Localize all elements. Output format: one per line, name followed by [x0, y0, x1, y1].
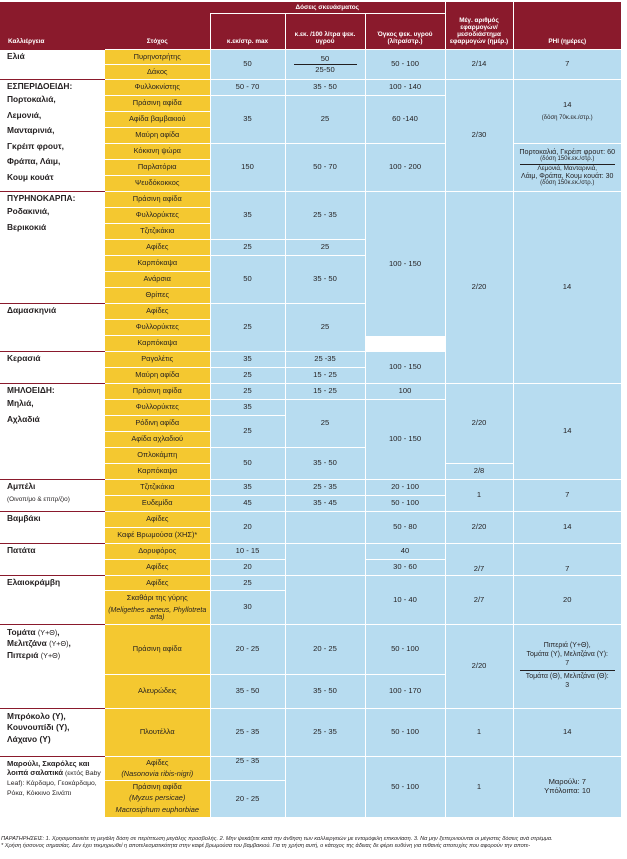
value-text: Μαρούλι: 7: [548, 777, 586, 787]
target-cell: Παρλατόρια: [105, 160, 210, 176]
value-text: 7: [565, 659, 570, 667]
header-target: Στόχος: [105, 2, 210, 50]
value-text: 50: [320, 53, 330, 63]
value-cell: 20: [210, 512, 285, 544]
value-cell: 10 - 15: [210, 544, 285, 560]
value-cell: 2/20: [445, 512, 513, 544]
value-text: Λάιμ, Φράπα, Κουμ κουάτ: 30: [521, 172, 614, 180]
value-cell: 50: [210, 256, 285, 304]
value-cell: 50 - 100: [365, 50, 445, 80]
value-cell: 100 - 170: [365, 675, 445, 709]
target-cell: Ψευδόκοκκος: [105, 176, 210, 192]
value-cell: 25 - 35: [285, 192, 365, 240]
value-note: (δόση 70κ.εκ./στρ.): [541, 115, 593, 122]
header-crop: Καλλιέργεια: [0, 2, 105, 50]
value-cell: 20 - 25: [285, 625, 365, 675]
crop-name: Βερικοκιά: [7, 221, 47, 232]
value-text: Τομάτα (Θ), Μελιτζάνα (Θ):: [525, 673, 609, 681]
target-cell: Αφίδες: [105, 304, 210, 320]
value-cell: 30: [210, 591, 285, 625]
target-cell: Ραγολέτις: [105, 352, 210, 368]
value-note: (δόση 150κ.εκ./στρ.): [540, 180, 595, 187]
target-cell: Φυλλοκνίστης: [105, 80, 210, 96]
target-cell: (Myzus persicae): [105, 793, 210, 805]
value-cell: 25 - 35: [285, 480, 365, 496]
value-cell: 2/7: [445, 544, 513, 576]
target-cell: Αφίδες: [105, 576, 210, 591]
target-cell: Σκαθάρι της γύρης: [105, 591, 210, 605]
value-cell: 20: [513, 576, 621, 625]
value-cell: 35 - 50: [285, 448, 365, 480]
target-cell: Πράσινη αφίδα: [105, 384, 210, 400]
target-cell: (Meligethes aeneus, Phyllotreta arta): [105, 605, 210, 625]
target-cell: (Nasonovia ribis-nigri): [105, 769, 210, 781]
value-cell: 2/20: [445, 192, 513, 384]
crop-citrus: [0, 80, 105, 192]
target-cell: Δορυφόρος: [105, 544, 210, 560]
target-cell: Καρπόκαψα: [105, 336, 210, 352]
target-cell: Οπλοκάμπη: [105, 448, 210, 464]
value-cell: 20: [210, 560, 285, 576]
value-cell: 25 -35: [285, 352, 365, 368]
value-cell: 15 - 25: [285, 384, 365, 400]
crop-name: Γκρέιπ φρουτ,: [7, 140, 64, 151]
crop-group-title: ΠΥΡΗΝΟΚΑΡΠΑ:: [7, 193, 76, 203]
target-cell: Macrosiphum euphorbiae: [105, 805, 210, 817]
crop-name: Αχλαδιά: [7, 413, 40, 424]
value-cell: [285, 544, 365, 576]
value-cell: 25: [210, 384, 285, 400]
value-cell: 20 - 25: [210, 781, 285, 817]
target-cell: Αφίδες: [105, 512, 210, 528]
phi-cell: [513, 757, 621, 817]
crop-pome-fruit: [0, 384, 105, 480]
target-cell: Αφίδα βαμβακιού: [105, 112, 210, 128]
value-cell: 2/7: [445, 576, 513, 625]
header-dose-per-100l: κ.εκ. /100 λίτρα ψεκ. υγρού: [285, 14, 365, 50]
crop-name: Πορτοκαλιά,: [7, 94, 56, 105]
value-cell: [285, 50, 365, 80]
value-cell: 25: [285, 304, 365, 352]
value-cell: 10 - 40: [365, 576, 445, 625]
value-cell: 20 - 25: [210, 625, 285, 675]
target-cell: Καρπόκαψα: [105, 256, 210, 272]
value-cell: 25 - 35: [210, 709, 285, 757]
value-cell: 25: [210, 576, 285, 591]
crop-cotton: Βαμβάκι: [0, 512, 105, 544]
value-cell: 50 - 80: [365, 512, 445, 544]
value-cell: 50 - 100: [365, 496, 445, 512]
crop-note: (Οινοπ/μο & επιτρ/ζιο): [7, 496, 70, 504]
value-cell: 35 - 50: [210, 675, 285, 709]
target-cell: Μαύρη αφίδα: [105, 128, 210, 144]
value-cell: 35 - 50: [285, 256, 365, 304]
value-cell: 30 - 60: [365, 560, 445, 576]
target-cell: Δάκος: [105, 65, 210, 80]
value-cell: 50 - 100: [365, 709, 445, 757]
target-cell: Αφίδες: [105, 757, 210, 769]
target-cell: Θρίπες: [105, 288, 210, 304]
crop-name: Πιπεριά (Υ+Θ): [7, 649, 61, 660]
value-text: Λεμονιά, Μανταρινιά,: [537, 165, 598, 173]
header-phi: PHI (ημέρες): [513, 2, 621, 50]
value-cell: 100 - 140: [365, 80, 445, 96]
value-cell: 50 - 70: [285, 144, 365, 192]
value-cell: 40: [365, 544, 445, 560]
value-cell: 25 - 35: [210, 757, 285, 781]
crop-name: Μηλιά,: [7, 398, 34, 409]
target-cell: Πράσινη αφίδα: [105, 625, 210, 675]
footnote-minor-use: * Χρήση ήσσονος σημασίας. Δεν έχει τεκμηριωθεί η αποτελεσματικότητα στην καφέ βρωμούσα του βαμβακιού. Για τη χρήση αυτή, ο κάτοχος της άδειας δε φέρει ευθύνη για πιθανές αποτυχίες που αφορούν την αποτε-: [1, 843, 531, 850]
crop-name: Λάχανο (Υ): [7, 733, 51, 744]
target-cell: Φυλλορύκτες: [105, 400, 210, 416]
target-cell: Καφέ Βρωμούσα (ΧΗΣ)*: [105, 528, 210, 544]
crop-name: Μελιτζάνα (Υ+Θ),: [7, 638, 71, 649]
value-cell: 35 - 50: [285, 675, 365, 709]
crop-name: Μπρόκολο (Υ),: [7, 711, 66, 721]
phi-cell: [513, 625, 621, 709]
header-applications: Μέγ. αριθμός εφαρμογών/ μεσοδιάστημα εφαρμογών (ημέρ.): [445, 2, 513, 50]
value-cell: 25: [285, 96, 365, 144]
value-cell: 14: [513, 384, 621, 480]
target-cell: Ευδεμίδα: [105, 496, 210, 512]
crop-name: Κουνουπίδι (Υ),: [7, 722, 70, 733]
value-cell: 2/14: [445, 50, 513, 80]
value-cell: 14: [513, 192, 621, 384]
value-text: Τομάτα (Υ), Μελιτζάνα (Υ):: [526, 650, 608, 658]
value-cell: 7: [513, 50, 621, 80]
crop-group-title: ΕΣΠΕΡΙΔΟΕΙΔΗ:: [7, 81, 73, 91]
value-cell: 7: [513, 480, 621, 512]
phi-cell: [513, 144, 621, 192]
dosage-table: [0, 2, 621, 817]
header-doses: Δόσεις σκευάσματος: [210, 2, 445, 14]
crop-cherry: Κερασιά: [0, 352, 105, 384]
value-cell: 100 - 200: [365, 144, 445, 192]
crop-lettuce: [0, 757, 105, 817]
value-cell: 35 - 45: [285, 496, 365, 512]
crop-olive: Ελιά: [0, 50, 105, 80]
crop-oilseed-rape: Ελαιοκράμβη: [0, 576, 105, 625]
value-text: 25-50: [294, 64, 357, 74]
crop-plum: Δαμασκηνιά: [0, 304, 105, 352]
value-cell: 20 - 100: [365, 480, 445, 496]
value-cell: 14: [513, 709, 621, 757]
value-cell: 50 - 100: [365, 625, 445, 675]
value-cell: 7: [513, 544, 621, 576]
footnote-remarks: ΠΑΡΑΤΗΡΗΣΕΙΣ: 1. Χρησιμοποιείτε τη μεγάλη δόση σε περίπτωση μεγάλης προσβολής. 2. Μην ψεκάζετε κατά την άνθηση των καλλιεργειών με εντομόφιλη επικονίαση. 3. Να μην ξεπερνιούνται οι μέγιστες δόσεις ανά στρέμμα.: [1, 836, 553, 842]
target-cell: Πράσινη αφίδα: [105, 96, 210, 112]
value-cell: 2/20: [445, 625, 513, 709]
value-cell: 50 - 100: [365, 757, 445, 817]
target-cell: Αλευρώδεις: [105, 675, 210, 709]
target-cell: Ανάρσια: [105, 272, 210, 288]
target-cell: Πλουτέλλα: [105, 709, 210, 757]
crop-vine: [0, 480, 105, 512]
target-cell: Κόκκινη ψώρα: [105, 144, 210, 160]
value-cell: 100 - 150: [365, 192, 445, 336]
value-cell: 60 -140: [365, 96, 445, 144]
target-cell: Τζιτζικάκια: [105, 480, 210, 496]
value-text: Υπόλοιπα: 10: [544, 785, 591, 795]
crop-note: (εκτός Baby Leaf): Κάρδαμο, Γεοκάρδαμο, Ρόκα, Κόκκινο Σινάπι: [7, 770, 101, 798]
value-cell: 25: [210, 240, 285, 256]
value-cell: 50: [210, 50, 285, 80]
value-cell: 50: [210, 448, 285, 480]
crop-name: Ροδακινιά,: [7, 206, 50, 217]
crop-name: Τομάτα (Υ+Θ),: [7, 627, 60, 637]
crop-stone-fruit: [0, 192, 105, 304]
value-cell: 25: [285, 400, 365, 448]
phi-cell: [513, 80, 621, 144]
header-spray-volume: Όγκος ψεκ. υγρού (λίτρα/στρ.): [365, 14, 445, 50]
value-cell: 100 - 150: [365, 352, 445, 384]
target-cell: Αφίδες: [105, 560, 210, 576]
target-cell: Πράσινη αφίδα: [105, 781, 210, 793]
value-cell: 35: [210, 192, 285, 240]
value-cell: 50 - 70: [210, 80, 285, 96]
value-cell: [285, 512, 365, 544]
value-cell: [285, 576, 365, 625]
value-cell: 1: [445, 480, 513, 512]
value-cell: 35: [210, 480, 285, 496]
target-cell: Αφίδα αχλαδιού: [105, 432, 210, 448]
target-cell: Φυλλορύκτες: [105, 208, 210, 224]
value-cell: 35: [210, 96, 285, 144]
value-cell: 150: [210, 144, 285, 192]
value-cell: 2/30: [445, 80, 513, 192]
target-cell: Ρόδινη αφίδα: [105, 416, 210, 432]
target-cell: Πυρηνοτρήτης: [105, 50, 210, 65]
value-cell: 14: [513, 512, 621, 544]
value-cell: 15 - 25: [285, 368, 365, 384]
value-cell: 100: [365, 384, 445, 400]
target-cell: Καρπόκαψα: [105, 464, 210, 480]
value-cell: 25: [210, 368, 285, 384]
crop-name: Μαρούλι, Σκαρόλες και λοιπά σαλατικά: [7, 759, 90, 778]
crop-group-title: ΜΗΛΟΕΙΔΗ:: [7, 385, 55, 395]
crop-name: Αμπέλι: [7, 481, 36, 491]
crop-name: Μανταρινιά,: [7, 125, 55, 136]
value-cell: 35: [210, 352, 285, 368]
value-text: 14: [563, 100, 572, 110]
value-text: 3: [565, 682, 570, 690]
value-cell: 25: [285, 240, 365, 256]
footnotes: [1, 836, 624, 851]
value-cell: 35: [210, 400, 285, 416]
value-text: Πιπεριά (Υ+Θ),: [543, 642, 591, 650]
crop-name: Κουμ κουάτ: [7, 171, 54, 182]
crop-name: Φράπα, Λάιμ,: [7, 156, 61, 167]
value-cell: 25: [210, 304, 285, 352]
value-text: Πορτοκαλιά, Γκρέιπ φρουτ: 60: [519, 147, 616, 157]
target-cell: Φυλλορύκτες: [105, 320, 210, 336]
value-cell: 45: [210, 496, 285, 512]
crop-brassica: [0, 709, 105, 757]
value-cell: 2/8: [445, 464, 513, 480]
target-cell: Μαύρη αφίδα: [105, 368, 210, 384]
value-cell: 2/20: [445, 384, 513, 464]
value-cell: 100 - 150: [365, 400, 445, 480]
value-note: (δόση 150κ.εκ./στρ.): [540, 155, 595, 162]
value-cell: 35 - 50: [285, 80, 365, 96]
target-cell: Αφίδες: [105, 240, 210, 256]
value-cell: 1: [445, 757, 513, 817]
crop-potato: Πατάτα: [0, 544, 105, 576]
value-cell: [285, 757, 365, 817]
crop-name: Λεμονιά,: [7, 109, 42, 120]
crop-solanaceae: [0, 625, 105, 709]
value-cell: 25: [210, 416, 285, 448]
value-cell: 1: [445, 709, 513, 757]
target-cell: Πράσινη αφίδα: [105, 192, 210, 208]
target-cell: Τζιτζικάκια: [105, 224, 210, 240]
header-dose-per-area: κ.εκ/στρ. max: [210, 14, 285, 50]
value-cell: 25 - 35: [285, 709, 365, 757]
